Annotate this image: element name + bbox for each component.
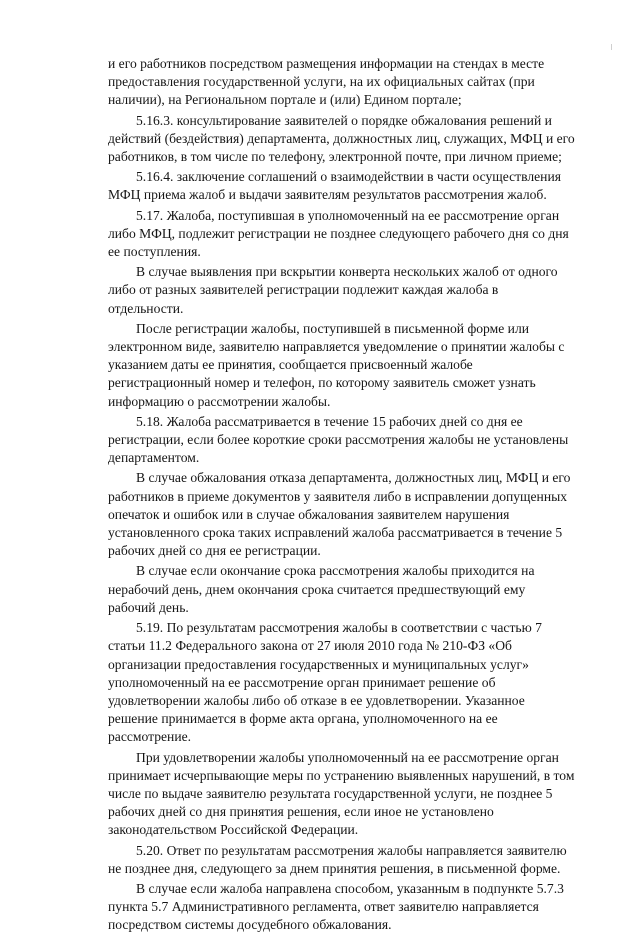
paragraph-5-20: 5.20. Ответ по результатам рассмотрения жалобы направляется заявителю не позднее дня, следующего за днем принятия решения, в письменной форме.: [108, 842, 567, 876]
scan-mark: [611, 44, 612, 50]
paragraph-satisfaction-measures: При удовлетворении жалобы уполномоченный на ее рассмотрение орган принимает исчерпывающие меры по устранению выявленных нарушений, в том числе по выдаче заявителю результата государственной услуги, не позднее 5 рабочих дней со дня принятия решения, если иное не установлено законодательством Российской Федерации.: [108, 749, 575, 838]
paragraph-nonworking-day: В случае если окончание срока рассмотрения жалобы приходится на нерабочий день, днем окончания срока считается предшествующий ему рабочий день.: [108, 563, 535, 615]
paragraph-registration-notice: После регистрации жалобы, поступившей в письменной форме или электронном виде, заявителю направляется уведомление о принятии жалобы с указанием даты ее принятия, сообщается присвоенный жалобе регистрационный номер и телефон, по которому заявитель сможет узнать информацию о рассмотрении жалобы.: [108, 320, 565, 409]
paragraph-5-19: 5.19. По результатам рассмотрения жалобы в соответствии с частью 7 статьи 11.2 Федерального закона от 27 июля 2010 года № 210-ФЗ «Об организации предоставления государственных и муниципальных услуг» уполномоченный на ее рассмотрение орган принимает решение об удовлетворении жалобы либо об отказе в ее удовлетворении. Указанное решение принимается в форме акта органа, уполномоченного на ее рассмотрение.: [108, 620, 542, 745]
paragraph-refusal-appeal: В случае обжалования отказа департамента, должностных лиц, МФЦ и его работников в приеме документов у заявителя либо в исправлении допущенных опечаток и ошибок или в случае обжалования заявителем нарушения установленного срока таких исправлений жалоба рассматривается в течение 5 рабочих дней со дня ее регистрации.: [108, 470, 571, 559]
paragraph-pretrial-system: В случае если жалоба направлена способом, указанным в подпункте 5.7.3 пункта 5.7 Административного регламента, ответ заявителю направляется посредством системы досудебного обжалования.: [108, 880, 564, 933]
paragraph-5-18: 5.18. Жалоба рассматривается в течение 15 рабочих дней со дня ее регистрации, если более короткие сроки рассмотрения жалобы не установлены департаментом.: [108, 413, 569, 466]
paragraph-5-16-4: 5.16.4. заключение соглашений о взаимодействии в части осуществления МФЦ приема жалоб и выдачи заявителям результатов рассмотрения жалоб.: [108, 169, 561, 203]
paragraph-5-16-3: 5.16.3. консультирование заявителей о порядке обжалования решений и действий (бездействия) департамента, должностных лиц, служащих, МФЦ и его работников, в том числе по телефону, электронной почте, при личном приеме;: [108, 112, 575, 165]
paragraph-continuation: и его работников посредством размещения информации на стендах в месте предоставления государственной услуги, на их официальных сайтах (при наличии), на Региональном портале и (или) Едином портале;: [108, 56, 545, 108]
paragraph-5-17: 5.17. Жалоба, поступившая в уполномоченный на ее рассмотрение орган либо МФЦ, подлежит регистрации не позднее следующего рабочего дня со дня ее поступления.: [108, 207, 569, 260]
document-body: [108, 55, 604, 937]
paragraph-multiple-complaints: В случае выявления при вскрытии конверта нескольких жалоб от одного либо от разных заявителей регистрации подлежит каждая жалоба в отдельности.: [108, 264, 558, 316]
